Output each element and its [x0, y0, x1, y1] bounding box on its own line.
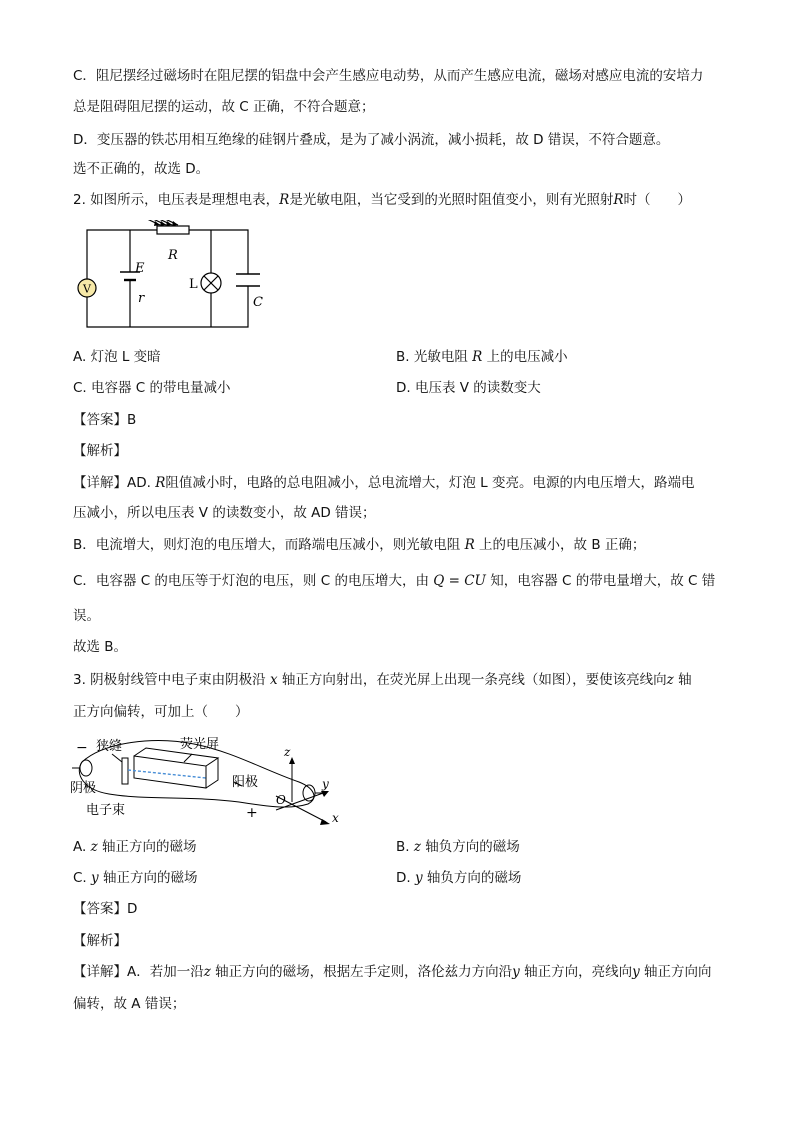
- q2-option-b: B. 光敏电阻 R 上的电压减小: [396, 349, 568, 365]
- q2-detail-line4: C．电容器 C 的电压等于灯泡的电压，则 C 的电压增大，由 Q = CU 知，电容器 C 的带电量增大，故 C 错: [73, 573, 716, 589]
- axis-y-label: y: [322, 777, 329, 791]
- q3-stem-line1: 3. 阴极射线管中电子束由阴极沿 x 轴正方向射出，在荧光屏上出现一条亮线（如图），要使该亮线向z 轴: [73, 672, 692, 688]
- axis-x-label: x: [332, 811, 339, 825]
- anode-label: 阳极: [232, 775, 259, 790]
- q1-option-d: D．变压器的铁芯用相互绝缘的硅钢片叠成，是为了减小涡流，减小损耗，故 D 错误，不符合题意。: [73, 132, 670, 148]
- plus-sign: +: [246, 805, 258, 821]
- var-r: R: [613, 192, 624, 208]
- minus-sign: −: [76, 740, 88, 756]
- cathode-ray-tube-diagram: [64, 730, 354, 830]
- q2-detail-line1: 【详解】AD. R阻值减小时，电路的总电阻减小，总电流增大，灯泡 L 变亮。电源的内电压增大，路端电: [73, 475, 695, 491]
- internal-resistance-label: r: [138, 291, 145, 306]
- lamp-label: L: [189, 277, 198, 292]
- q2-detail-line2: 压减小，所以电压表 V 的读数变小，故 AD 错误；: [73, 505, 376, 521]
- q3-stem-line2: 正方向偏转，可加上（ ）: [73, 704, 249, 720]
- q2-stem: 2. 如图所示，电压表是理想电表，R是光敏电阻，当它受到的光照时阻值变小，则有光照射R时（ ）: [73, 192, 692, 208]
- cathode-label: 阴极: [70, 781, 97, 796]
- q3-option-b: B. z 轴负方向的磁场: [396, 839, 520, 855]
- q3-option-d: D. y 轴负方向的磁场: [396, 870, 522, 886]
- q2-option-a: A. 灯泡 L 变暗: [73, 349, 161, 365]
- resistor-label: R: [168, 248, 178, 263]
- var-r: R: [464, 537, 475, 553]
- q1-conclusion: 选不正确的，故选 D。: [73, 161, 210, 177]
- circuit-diagram: [70, 220, 270, 332]
- var-r: R: [279, 192, 290, 208]
- formula-q-cu: Q = CU: [433, 573, 486, 589]
- slit-label: 狭缝: [96, 739, 123, 754]
- q3-detail-line1: 【详解】A．若加一沿z 轴正方向的磁场，根据左手定则，洛伦兹力方向沿y 轴正方向，亮线向y 轴正方向向: [73, 964, 712, 980]
- q3-answer: 【答案】D: [73, 901, 138, 917]
- q3-detail-line2: 偏转，故 A 错误；: [73, 996, 186, 1012]
- q1-option-c-line1: C．阻尼摆经过磁场时在阻尼摆的铝盘中会产生感应电动势，从而产生感应电流，磁场对感应电流的安培力: [73, 68, 704, 84]
- capacitor-label: C: [253, 295, 263, 310]
- q1-option-c-line2: 总是阻碍阻尼摆的运动，故 C 正确，不符合题意；: [73, 99, 375, 115]
- q2-answer: 【答案】B: [73, 412, 137, 428]
- q2-option-c: C. 电容器 C 的带电量减小: [73, 380, 231, 396]
- voltmeter-label: V: [83, 282, 91, 296]
- origin-label: O: [276, 793, 286, 807]
- q2-option-d: D. 电压表 V 的读数变大: [396, 380, 541, 396]
- var-r: R: [472, 349, 483, 365]
- q3-option-c: C. y 轴正方向的磁场: [73, 870, 198, 886]
- q2-analysis-heading: 【解析】: [73, 443, 127, 459]
- screen-label: 荧光屏: [180, 737, 220, 752]
- beam-label: 电子束: [86, 803, 126, 818]
- q2-conclusion: 故选 B。: [73, 639, 128, 655]
- q2-detail-line3: B．电流增大，则灯泡的电压增大，而路端电压减小，则光敏电阻 R 上的电压减小，故 B 正确；: [73, 537, 646, 553]
- q3-option-a: A. z 轴正方向的磁场: [73, 839, 197, 855]
- axis-z-label: z: [284, 745, 291, 759]
- q2-detail-line5: 误。: [73, 608, 100, 624]
- emf-label: E: [135, 261, 145, 276]
- q3-analysis-heading: 【解析】: [73, 933, 127, 949]
- var-r: R: [155, 475, 166, 491]
